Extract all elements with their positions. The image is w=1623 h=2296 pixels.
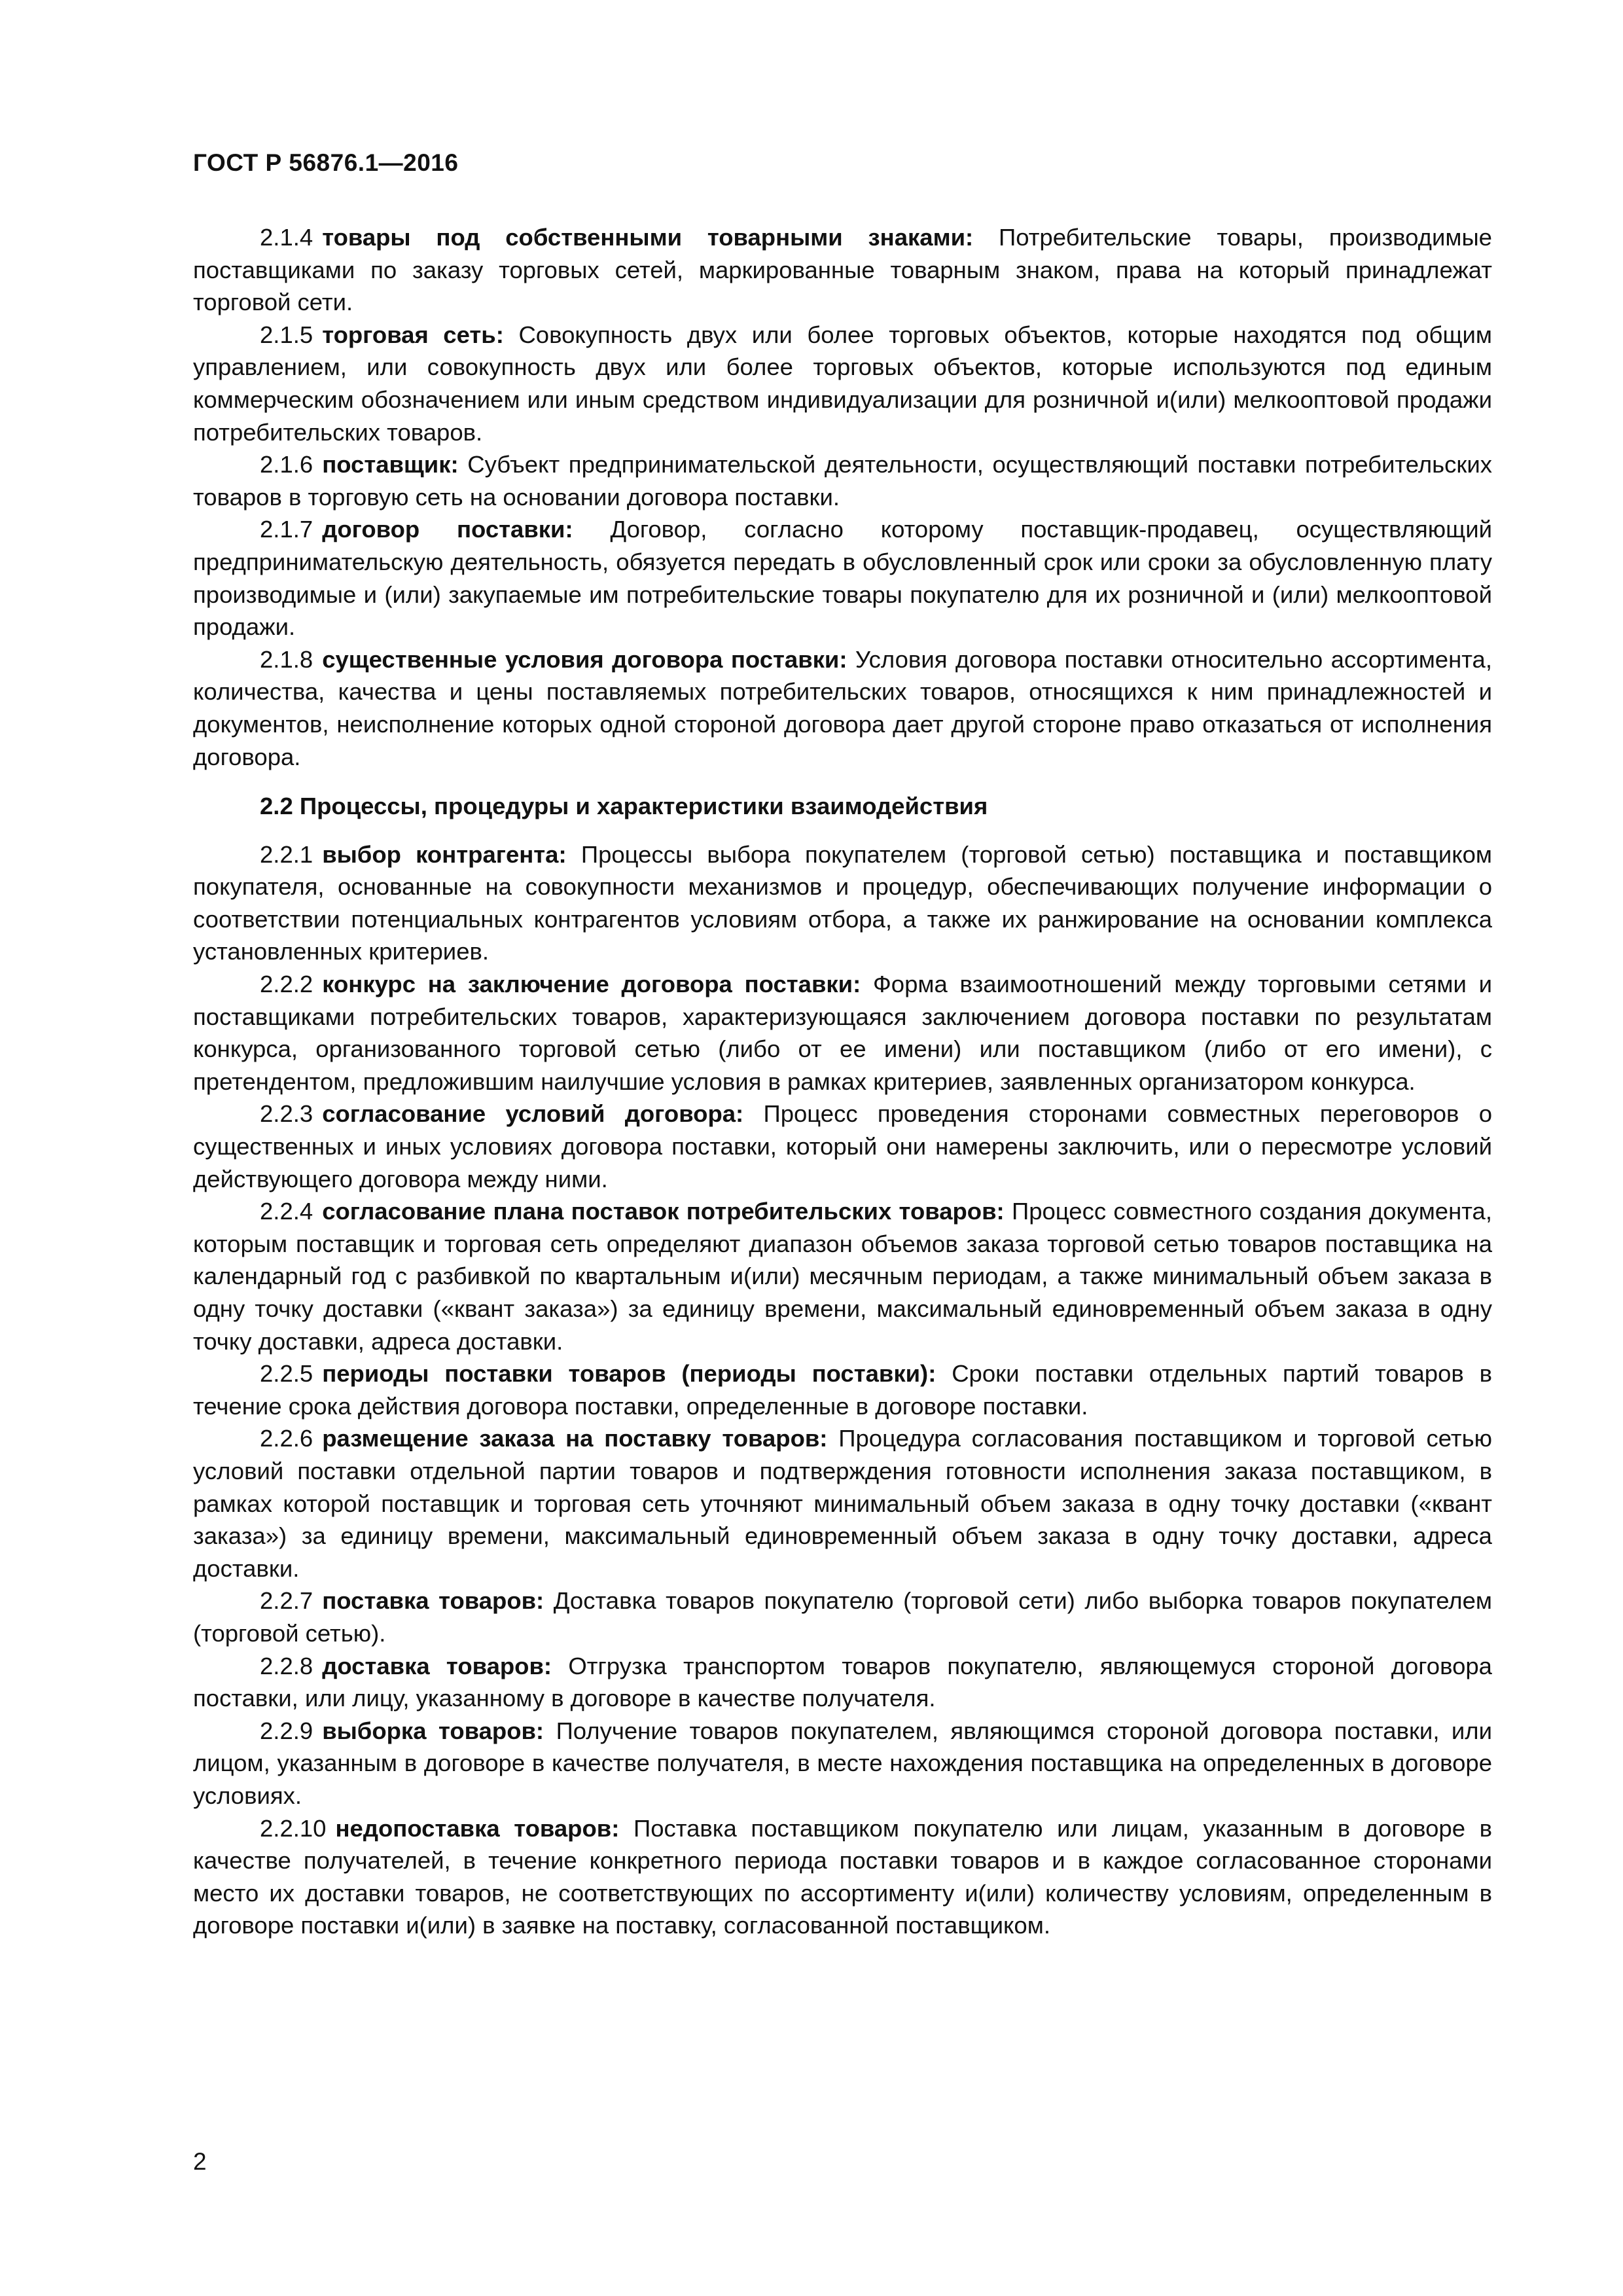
definition-text: Поставка поставщиком покупателю или лицам, указанным в договоре в качестве получателей, в течение конкретного периода поставки товаров и в каждое согласованное сторонами место их доставки товаров, не соответствующих по ассортименту и(или) количеству условиям, определенным в договоре поставки и(или) в заявке на поставку, согласованной поставщиком. — [193, 1814, 1492, 1939]
definition-term: согласование условий договора: — [322, 1100, 744, 1128]
section-heading-2-2: 2.2 Процессы, процедуры и характеристики взаимодействия — [260, 793, 988, 820]
definition-term: согласование плана поставок потребительских товаров: — [322, 1198, 1005, 1225]
definition-2-1-8 — [193, 643, 1492, 773]
clause-number: 2.2.5 — [260, 1360, 313, 1388]
definition-term: товары под собственными товарными знаками: — [322, 224, 974, 251]
definition-2-2-1 — [193, 838, 1492, 968]
definition-term: конкурс на заключение договора поставки: — [322, 971, 861, 998]
definition-2-1-6 — [193, 448, 1492, 513]
definition-text: Форма взаимоотношений между торговыми сетями и поставщиками потребительских товаров, характеризующаяся заключением договора поставки по результатам конкурса, организованного торговой сетью (либо от ее имени) или поставщиком (либо от его имени), с претендентом, предложившим наилучшие условия в рамках критериев, заявленных организатором конкурса. — [193, 971, 1492, 1095]
clause-number: 2.1.8 — [260, 645, 313, 673]
definition-2-2-9 — [193, 1715, 1492, 1812]
clause-number: 2.2.9 — [260, 1717, 313, 1744]
page-number: 2 — [193, 2148, 207, 2175]
clause-number: 2.1.7 — [260, 516, 313, 543]
definition-term: выбор контрагента: — [322, 840, 567, 868]
definition-text: Совокупность двух или более торговых объектов, которые находятся под общим управлением, или совокупность двух или более торговых объектов, которые используются под единым коммерческим обозначением или иным средством индивидуализации для розничной и(или) мелкооптовой продажи потребительских товаров. — [193, 321, 1492, 446]
document-body — [193, 221, 1492, 1942]
definition-2-2-8 — [193, 1650, 1492, 1715]
clause-number: 2.2.8 — [260, 1652, 313, 1679]
definition-text: Потребительские товары, производимые поставщиками по заказу торговых сетей, маркированные товарным знаком, права на который принадлежат торговой сети. — [193, 224, 1492, 316]
definition-2-2-4 — [193, 1195, 1492, 1357]
clause-number: 2.2.3 — [260, 1100, 313, 1128]
definition-term: существенные условия договора поставки: — [322, 645, 847, 673]
definition-text: Процедура согласования поставщиком и торговой сетью условий поставки отдельной партии товаров и подтверждения готовности исполнения заказа поставщиком, в рамках которой поставщик и торговая сеть уточняют минимальный объем заказа в одну точку доставки («квант заказа») за единицу времени, максимальный единовременный объем заказа в одну точку доставки, адреса доставки. — [193, 1425, 1492, 1582]
definition-text: Получение товаров покупателем, являющимся стороной договора поставки, или лицом, указанным в договоре в качестве получателя, в месте нахождения поставщика на определенных в договоре условиях. — [193, 1717, 1492, 1809]
definition-term: недопоставка товаров: — [335, 1814, 620, 1842]
definition-term: поставщик: — [322, 451, 459, 478]
definition-term: торговая сеть: — [322, 321, 504, 348]
definition-2-1-7 — [193, 513, 1492, 643]
definition-term: поставка товаров: — [322, 1587, 544, 1615]
definition-term: доставка товаров: — [322, 1652, 552, 1679]
clause-number: 2.2.1 — [260, 840, 313, 868]
clause-number: 2.1.5 — [260, 321, 313, 348]
definition-term: периоды поставки товаров (периоды поставки): — [322, 1360, 936, 1388]
definition-2-2-6 — [193, 1422, 1492, 1585]
definition-text: Сроки поставки отдельных партий товаров в течение срока действия договора поставки, определенные в договоре поставки. — [193, 1360, 1492, 1420]
clause-number: 2.2.2 — [260, 971, 313, 998]
definition-text: Процесс проведения сторонами совместных переговоров о существенных и иных условиях договора поставки, который они намерены заключить, или о пересмотре условий действующего договора между ними. — [193, 1100, 1492, 1193]
standard-code-header: ГОСТ Р 56876.1—2016 — [193, 149, 459, 176]
definition-term: размещение заказа на поставку товаров: — [322, 1425, 828, 1452]
clause-number: 2.1.4 — [260, 224, 313, 251]
definition-text: Доставка товаров покупателю (торговой сети) либо выборка товаров покупателем (торговой сетью). — [193, 1587, 1492, 1647]
definition-text: Отгрузка транспортом товаров покупателю, являющемуся стороной договора поставки, или лицу, указанному в договоре в качестве получателя. — [193, 1652, 1492, 1712]
definition-2-2-7 — [193, 1585, 1492, 1649]
definition-2-2-3 — [193, 1098, 1492, 1195]
clause-number: 2.2.7 — [260, 1587, 313, 1615]
clause-number: 2.1.6 — [260, 451, 313, 478]
definition-text: Процессы выбора покупателем (торговой сетью) поставщика и поставщиком покупателя, основанные на совокупности механизмов и процедур, обеспечивающих получение информации о соответствии потенциальных контрагентов условиям отбора, а также их ранжирование на основании комплекса установленных критериев. — [193, 840, 1492, 965]
clause-number: 2.2.6 — [260, 1425, 313, 1452]
definition-2-1-4 — [193, 221, 1492, 319]
clause-number: 2.2.10 — [260, 1814, 327, 1842]
definition-text: Условия договора поставки относительно ассортимента, количества, качества и цены поставляемых потребительских товаров, относящихся к ним принадлежностей и документов, неисполнение которых одной стороной договора дает другой стороне право отказаться от исполнения договора. — [193, 645, 1492, 770]
definition-2-2-10 — [193, 1812, 1492, 1942]
definition-2-2-2 — [193, 968, 1492, 1098]
definition-text: Субъект предпринимательской деятельности, осуществляющий поставки потребительских товаров в торговую сеть на основании договора поставки. — [193, 451, 1492, 511]
definition-text: Договор, согласно которому поставщик-продавец, осуществляющий предпринимательскую деятельность, обязуется передать в обусловленный срок или сроки за обусловленную плату производимые и (или) закупаемые им потребительские товары покупателю для их розничной и (или) мелкооптовой продажи. — [193, 516, 1492, 641]
definition-2-2-5 — [193, 1357, 1492, 1422]
definition-term: договор поставки: — [322, 516, 573, 543]
definition-2-1-5 — [193, 319, 1492, 448]
definition-term: выборка товаров: — [322, 1717, 544, 1744]
definition-text: Процесс совместного создания документа, которым поставщик и торговая сеть определяют диапазон объемов заказа торговой сетью товаров поставщика на календарный год с разбивкой по квартальным и(или) месячным периодам, а также минимальный объем заказа в одну точку доставки («квант заказа») за единицу времени, максимальный единовременный объем заказа в одну точку доставки, адреса доставки. — [193, 1198, 1492, 1355]
clause-number: 2.2.4 — [260, 1198, 313, 1225]
